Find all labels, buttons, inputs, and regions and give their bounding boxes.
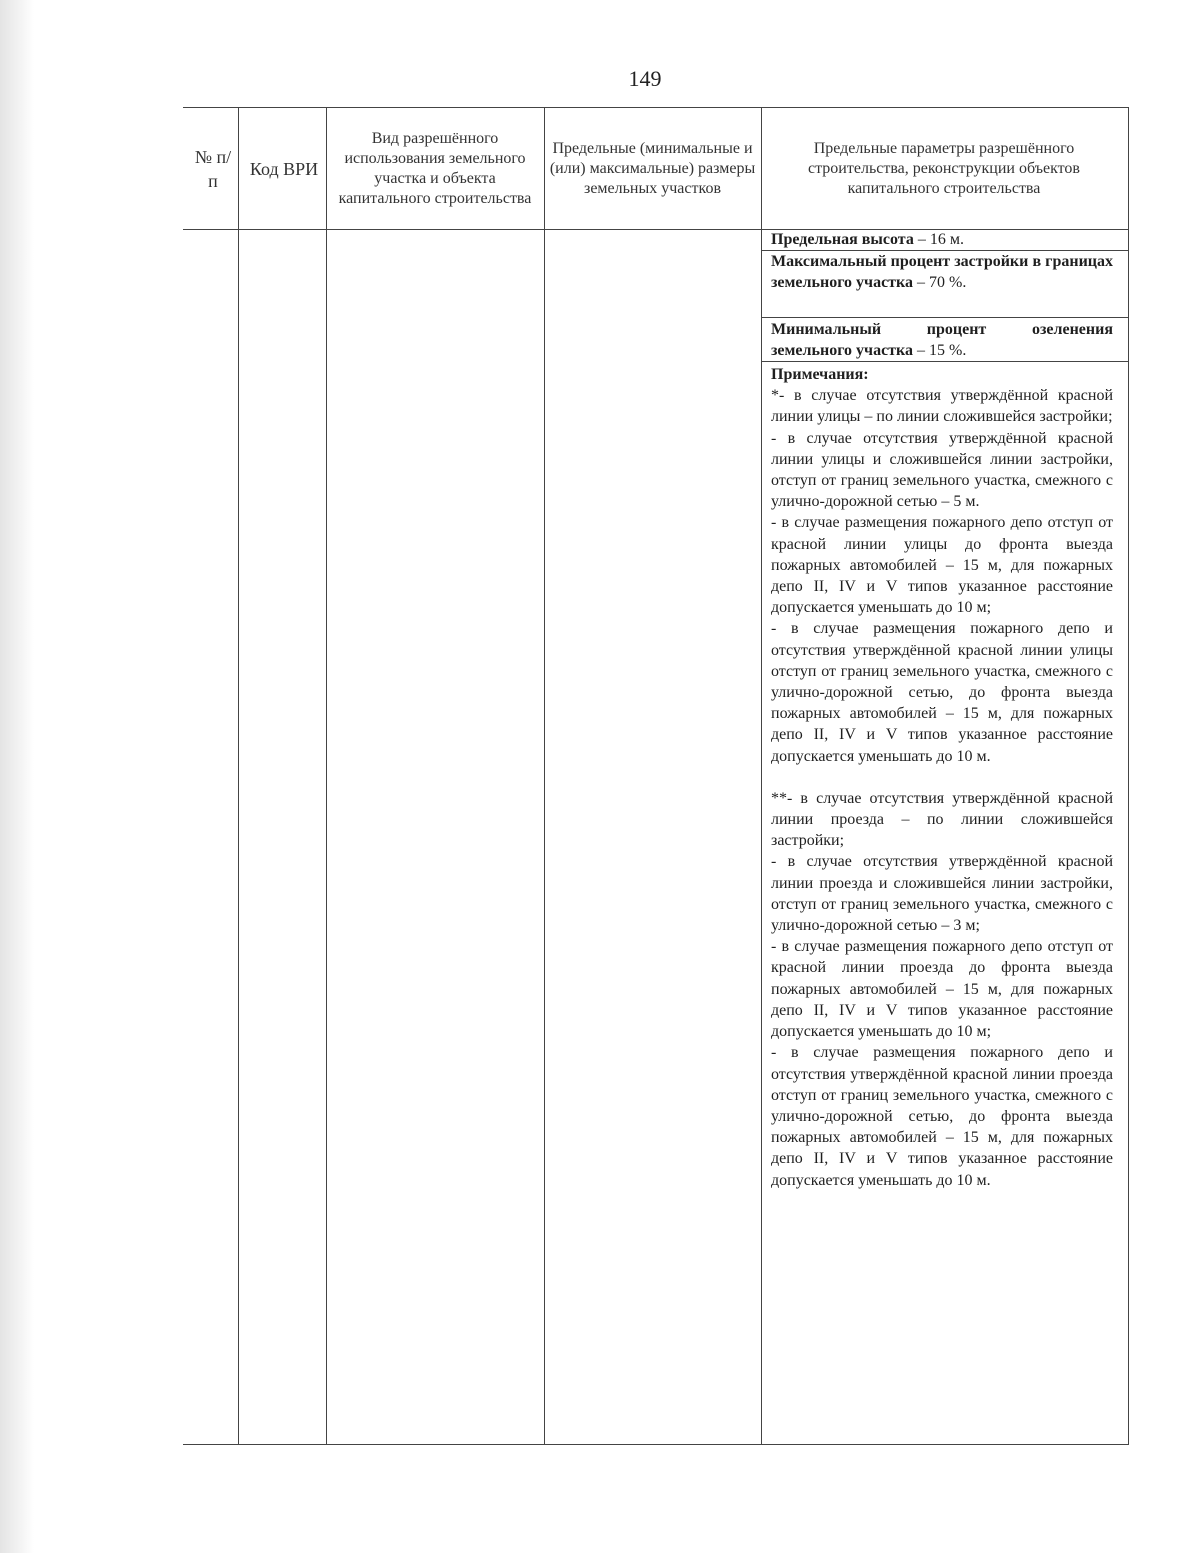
regulations-table (183, 107, 1129, 1445)
notes-block (771, 364, 1113, 1191)
note-paragraph: - в случае размещения пожарного депо и отсутствия утверждённой красной линии улицы отступ от границ земельного участка, смежного с улично-дорожной сетью, до фронта выезда пожарных автомобилей – 15 м, для пожарных депо II, IV и V типов указанное расстояние допускается уменьшать до 10 м. (771, 620, 1113, 765)
param-min-greenery-percent (771, 319, 1113, 361)
param-value: – 15 %. (913, 342, 967, 360)
param-max-building-percent (771, 251, 1113, 293)
column-divider (238, 108, 239, 1444)
note-paragraph: - в случае отсутствия утверждённой красной линии проезда и сложившейся линии застройки, отступ от границ земельного участка, смежного с улично-дорожной сетью – 3 м; (771, 853, 1113, 935)
page-number: 149 (628, 66, 662, 91)
scan-margin-shadow (0, 0, 34, 1553)
header-use-type: Вид разрешённого использования земельного участка и объекта капитального строительства (338, 129, 532, 207)
note-paragraph: - в случае отсутствия утверждённой красной линии улицы и сложившейся линии застройки, отступ от границ земельного участка, смежного с улично-дорожной сетью – 5 м. (771, 429, 1113, 511)
notes-title: Примечания: (771, 366, 869, 383)
column-divider (761, 108, 762, 1444)
header-number: № п/п (194, 146, 232, 191)
param-value: – 16 м. (913, 231, 964, 248)
note-paragraph: - в случае размещения пожарного депо отступ от красной линии проезда до фронта выезда пожарных автомобилей – 15 м, для пожарных депо II, IV и V типов указанное расстояние допускается уменьшать до 10 м; (771, 938, 1113, 1041)
spacer (771, 767, 1113, 788)
note-paragraph: - в случае размещения пожарного депо отступ от красной линии улицы до фронта выезда пожарных автомобилей – 15 м, для пожарных депо II, IV и V типов указанное расстояние допускается уменьшать до 10 м; (771, 514, 1113, 617)
header-code: Код ВРИ (249, 158, 319, 179)
header-plot-sizes: Предельные (минимальные и (или) максимальные) размеры земельных участков (549, 139, 756, 197)
row-divider (761, 317, 1128, 318)
note-paragraph: **- в случае отсутствия утверждённой красной линии проезда – по линии сложившейся застройки; (771, 789, 1113, 850)
param-label: Минимальный процент озеленения земельного участка (771, 321, 1113, 360)
param-label: Предельная высота (771, 231, 914, 248)
param-max-height (771, 229, 1113, 250)
column-divider (544, 108, 545, 1444)
param-label: Максимальный процент застройки в границах земельного участка (771, 253, 1113, 292)
param-value: – 70 %. (913, 274, 967, 292)
note-paragraph: - в случае размещения пожарного депо и отсутствия утверждённой красной линии проезда отступ от границ земельного участка, смежного с улично-дорожной сетью, до фронта выезда пожарных автомобилей – 15 м, для пожарных депо II, IV и V типов указанное расстояние допускается уменьшать до 10 м. (771, 1044, 1113, 1189)
column-divider (326, 108, 327, 1444)
header-parameters: Предельные параметры разрешённого строительства, реконструкции объектов капитального строительства (808, 139, 1080, 197)
note-paragraph: *- в случае отсутствия утверждённой красной линии улицы – по линии сложившейся застройки; (771, 387, 1113, 426)
